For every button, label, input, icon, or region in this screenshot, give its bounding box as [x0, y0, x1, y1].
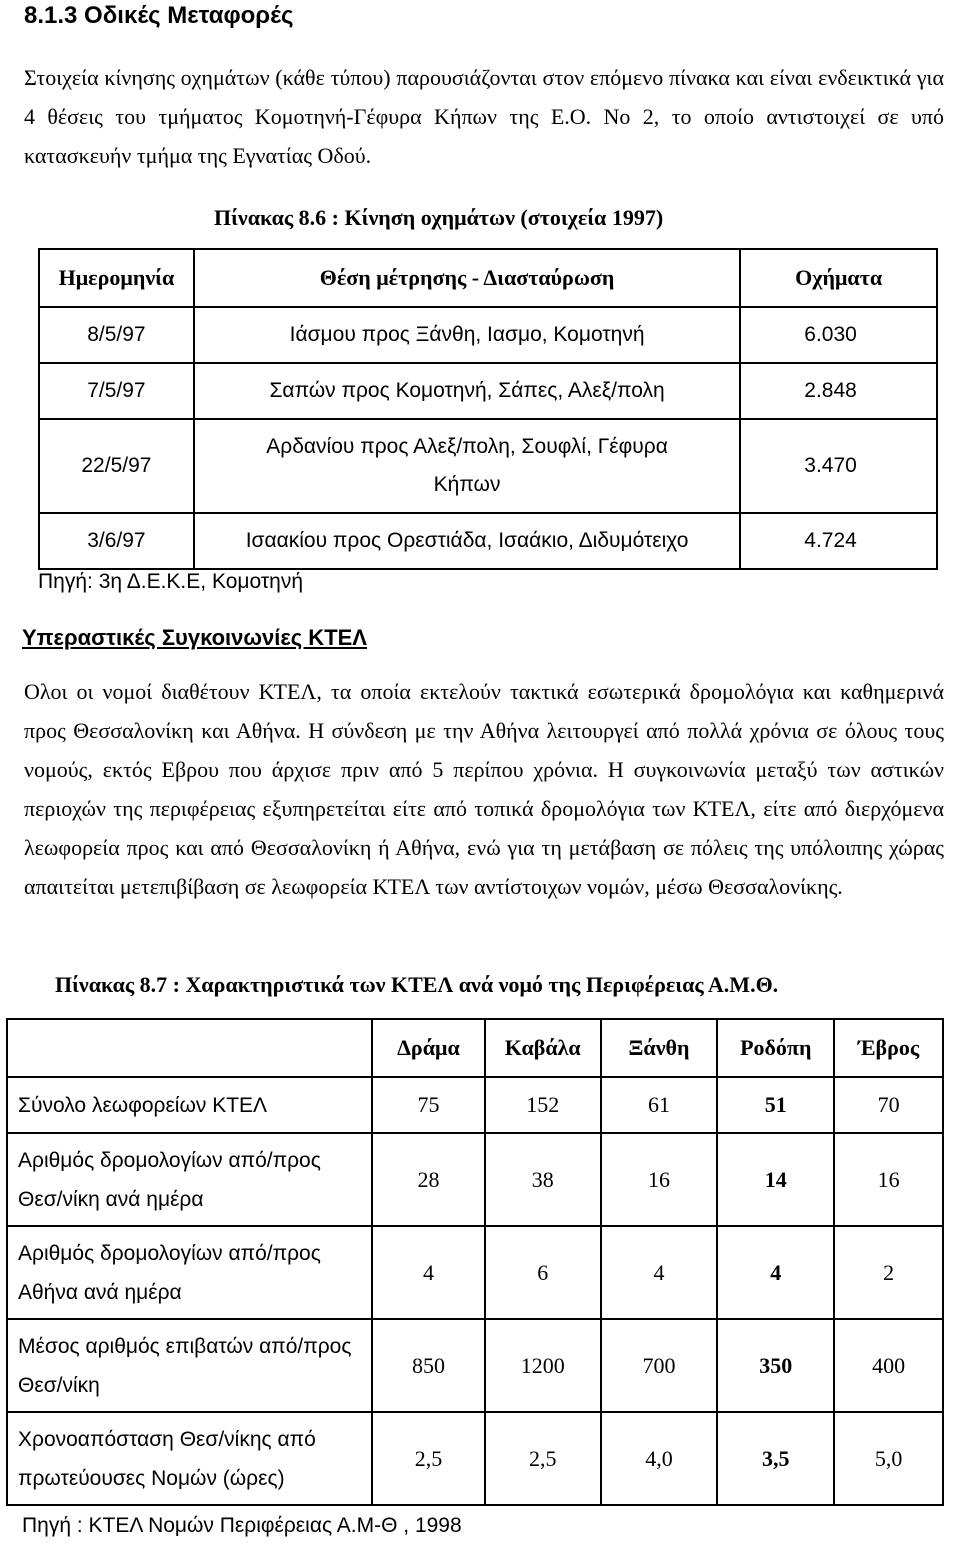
row-label: Σύνολο λεωφορείων ΚΤΕΛ — [7, 1077, 372, 1133]
value-cell: 75 — [372, 1077, 485, 1133]
subsection-title: Υπεραστικές Συγκοινωνίες ΚΤΕΛ — [22, 625, 367, 650]
value-cell: 4 — [372, 1226, 485, 1319]
table-header-row — [39, 249, 937, 307]
table-row — [7, 1412, 943, 1505]
vehicles-cell: 4.724 — [740, 513, 937, 569]
section-heading: 8.1.3 Οδικές Μεταφορές — [24, 2, 294, 29]
row-label: Χρονοαπόσταση Θεσ/νίκης από πρωτεύουσες Νομών (ώρες) — [7, 1412, 372, 1505]
value-cell: 51 — [717, 1077, 834, 1133]
value-cell: 16 — [834, 1133, 943, 1226]
place-cell: Αρδανίου προς Αλεξ/πολη, Σουφλί, Γέφυρα Κήπων — [194, 419, 740, 513]
date-cell: 8/5/97 — [39, 307, 194, 363]
value-cell: 1200 — [485, 1319, 601, 1412]
table-row — [7, 1319, 943, 1412]
intro-paragraph: Στοιχεία κίνησης οχημάτων (κάθε τύπου) παρουσιάζονται στον επόμενο πίνακα και είναι ενδεικτικά για 4 θέσεις του τμήματος Κομοτηνή-Γέφυρα Κήπων της Ε.Ο. Νο 2, το οποίο αντιστοιχεί σε υπό κατασκευήν τμήμα της Εγνατίας Οδού. — [24, 65, 944, 168]
value-cell: 4,0 — [601, 1412, 718, 1505]
column-header: Οχήματα — [740, 249, 937, 307]
column-header: Ημερομηνία — [39, 249, 194, 307]
table-row — [7, 1133, 943, 1226]
value-cell: 6 — [485, 1226, 601, 1319]
vehicle-traffic-table — [38, 248, 938, 570]
vehicles-cell: 6.030 — [740, 307, 937, 363]
column-header: Καβάλα — [485, 1019, 601, 1077]
row-label: Αριθμός δρομολογίων από/προς Αθήνα ανά ημέρα — [7, 1226, 372, 1319]
table-row — [39, 419, 937, 513]
table2-source: Πηγή : ΚΤΕΛ Νομών Περιφέρειας Α.Μ-Θ , 1998 — [22, 1514, 462, 1537]
value-cell: 2,5 — [485, 1412, 601, 1505]
vehicles-cell: 2.848 — [740, 363, 937, 419]
vehicles-cell: 3.470 — [740, 419, 937, 513]
date-cell: 7/5/97 — [39, 363, 194, 419]
column-header: Έβρος — [834, 1019, 943, 1077]
table1-caption: Πίνακας 8.6 : Κίνηση οχημάτων (στοιχεία 1997) — [214, 205, 664, 230]
value-cell: 38 — [485, 1133, 601, 1226]
column-header: Ροδόπη — [717, 1019, 834, 1077]
value-cell: 3,5 — [717, 1412, 834, 1505]
value-cell: 28 — [372, 1133, 485, 1226]
value-cell: 61 — [601, 1077, 718, 1133]
column-header: Θέση μέτρησης - Διασταύρωση — [194, 249, 740, 307]
value-cell: 14 — [717, 1133, 834, 1226]
value-cell: 700 — [601, 1319, 718, 1412]
place-cell: Σαπών προς Κομοτηνή, Σάπες, Αλεξ/πολη — [194, 363, 740, 419]
ktel-paragraph: Ολοι οι νομοί διαθέτουν ΚΤΕΛ, τα οποία εκτελούν τακτικά εσωτερικά δρομολόγια και καθημερινά προς Θεσσαλονίκη και Αθήνα. Η σύνδεση με την Αθήνα λειτουργεί από πολλά χρόνια σε όλους τους νομούς, εκτός Εβρου που άρχισε πριν από 5 περίπου χρόνια. Η συγκοινωνία μεταξύ των αστικών περιοχών της περιφέρειας εξυπηρετείται είτε από τοπικά δρομολόγια των ΚΤΕΛ, είτε από διερχόμενα λεωφορεία προς και από Θεσσαλονίκη ή Αθήνα, ενώ για τη μετάβαση σε πόλεις της υπόλοιπης χώρας απαιτείται μετεπιβίβαση σε λεωφορεία ΚΤΕΛ των αντίστοιχων νομών, μέσω Θεσσαλονίκης. — [24, 679, 944, 899]
row-label: Μέσος αριθμός επιβατών από/προς Θεσ/νίκη — [7, 1319, 372, 1412]
table-row — [39, 363, 937, 419]
empty-header — [7, 1019, 372, 1077]
row-label: Αριθμός δρομολογίων από/προς Θεσ/νίκη ανά ημέρα — [7, 1133, 372, 1226]
table-row — [7, 1077, 943, 1133]
date-cell: 22/5/97 — [39, 419, 194, 513]
table-row — [7, 1226, 943, 1319]
value-cell: 400 — [834, 1319, 943, 1412]
place-cell: Ισαακίου προς Ορεστιάδα, Ισαάκιο, Διδυμότειχο — [194, 513, 740, 569]
ktel-characteristics-table — [6, 1018, 944, 1506]
place-cell: Ιάσμου προς Ξάνθη, Ιασμο, Κομοτηνή — [194, 307, 740, 363]
table-row — [39, 513, 937, 569]
value-cell: 4 — [601, 1226, 718, 1319]
value-cell: 2,5 — [372, 1412, 485, 1505]
value-cell: 4 — [717, 1226, 834, 1319]
column-header: Δράμα — [372, 1019, 485, 1077]
table1-source: Πηγή: 3η Δ.Ε.Κ.Ε, Κομοτηνή — [38, 570, 304, 593]
date-cell: 3/6/97 — [39, 513, 194, 569]
table2-caption: Πίνακας 8.7 : Χαρακτηριστικά των ΚΤΕΛ ανά νομό της Περιφέρειας Α.Μ.Θ. — [55, 972, 779, 997]
value-cell: 850 — [372, 1319, 485, 1412]
value-cell: 2 — [834, 1226, 943, 1319]
value-cell: 152 — [485, 1077, 601, 1133]
table-header-row — [7, 1019, 943, 1077]
value-cell: 5,0 — [834, 1412, 943, 1505]
column-header: Ξάνθη — [601, 1019, 718, 1077]
value-cell: 70 — [834, 1077, 943, 1133]
value-cell: 350 — [717, 1319, 834, 1412]
value-cell: 16 — [601, 1133, 718, 1226]
table-row — [39, 307, 937, 363]
